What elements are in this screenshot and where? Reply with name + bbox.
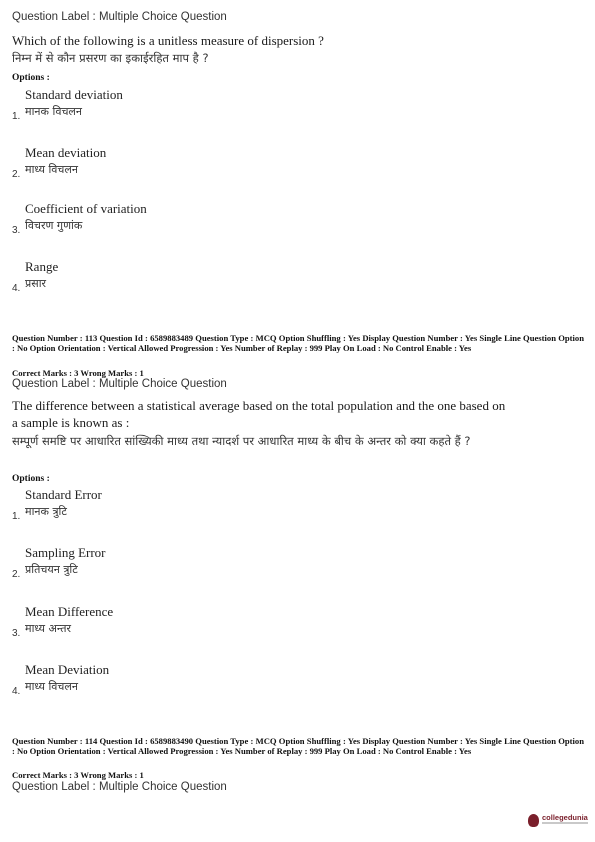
- option-item: [0, 662, 560, 702]
- option-number: 4.: [12, 283, 21, 294]
- option-text-hindi: विचरण गुणांक: [25, 219, 83, 232]
- option-text-english: Standard Error: [25, 487, 102, 502]
- option-text-hindi: प्रतिचयन त्रुटि: [25, 563, 78, 576]
- question-text-english: The difference between a statistical average based on the total population and the one based on a sample is known as :: [12, 398, 506, 430]
- logo-brand-text: collegedunia: [542, 813, 588, 822]
- option-number: 2.: [12, 169, 21, 180]
- option-item: [0, 545, 560, 585]
- collegedunia-logo: [528, 812, 590, 830]
- option-text-english: Range: [25, 259, 59, 274]
- options-title: Options :: [12, 73, 50, 83]
- option-text-hindi: मानक विचलन: [25, 105, 82, 118]
- option-text-hindi: प्रसार: [25, 277, 47, 290]
- question-meta: Question Number : 114 Question Id : 6589883490 Question Type : MCQ Option Shuffling : Yes Display Question Number : Yes Single Line Question Option : No Option Orientation : Vertical Allowed Progression : Yes Number of Replay : 999 Play On Load : No Control Enable : Yes: [12, 736, 584, 756]
- option-item: [0, 201, 560, 241]
- logo-mascot-icon: [528, 814, 539, 827]
- option-text-english: Coefficient of variation: [25, 201, 147, 216]
- option-text-hindi: माध्य विचलन: [25, 163, 78, 176]
- option-text-hindi: माध्य विचलन: [25, 680, 78, 693]
- option-text-hindi: माध्य अन्तर: [25, 622, 72, 635]
- question-label: Question Label : Multiple Choice Question: [12, 781, 227, 793]
- question-meta: Question Number : 113 Question Id : 6589883489 Question Type : MCQ Option Shuffling : Yes Display Question Number : Yes Single Line Question Option : No Option Orientation : Vertical Allowed Progression : Yes Number of Replay : 999 Play On Load : No Control Enable : Yes: [12, 333, 584, 353]
- question-label: Question Label : Multiple Choice Question: [12, 378, 227, 390]
- option-text-english: Mean deviation: [25, 145, 107, 160]
- question-text-hindi: निम्न में से कौन प्रसरण का इकाईरहित माप है ?: [12, 51, 209, 65]
- option-item: [0, 87, 560, 127]
- option-number: 4.: [12, 686, 21, 697]
- option-number: 3.: [12, 628, 21, 639]
- logo-tagline-bar: [542, 822, 588, 824]
- question-label: Question Label : Multiple Choice Question: [12, 11, 227, 23]
- option-item: [0, 145, 560, 185]
- option-item: [0, 487, 560, 527]
- option-item: [0, 259, 560, 299]
- question-marks: Correct Marks : 3 Wrong Marks : 1: [12, 770, 144, 780]
- option-number: 2.: [12, 569, 21, 580]
- option-text-english: Mean Deviation: [25, 662, 110, 677]
- option-number: 3.: [12, 225, 21, 236]
- option-text-english: Standard deviation: [25, 87, 123, 102]
- options-title: Options :: [12, 474, 50, 484]
- question-text-english: Which of the following is a unitless measure of dispersion ?: [12, 33, 324, 48]
- option-item: [0, 604, 560, 644]
- option-text-english: Sampling Error: [25, 545, 106, 560]
- option-number: 1.: [12, 511, 21, 522]
- option-text-hindi: मानक त्रुटि: [25, 505, 67, 518]
- question-marks: Correct Marks : 3 Wrong Marks : 1: [12, 368, 144, 378]
- option-number: 1.: [12, 111, 21, 122]
- option-text-english: Mean Difference: [25, 604, 114, 619]
- question-text-hindi: सम्पूर्ण समष्टि पर आधारित सांख्यिकी माध्य तथा न्यादर्श पर आधारित माध्य के बीच के अन्तर को क्या कहते हैं ?: [12, 434, 471, 448]
